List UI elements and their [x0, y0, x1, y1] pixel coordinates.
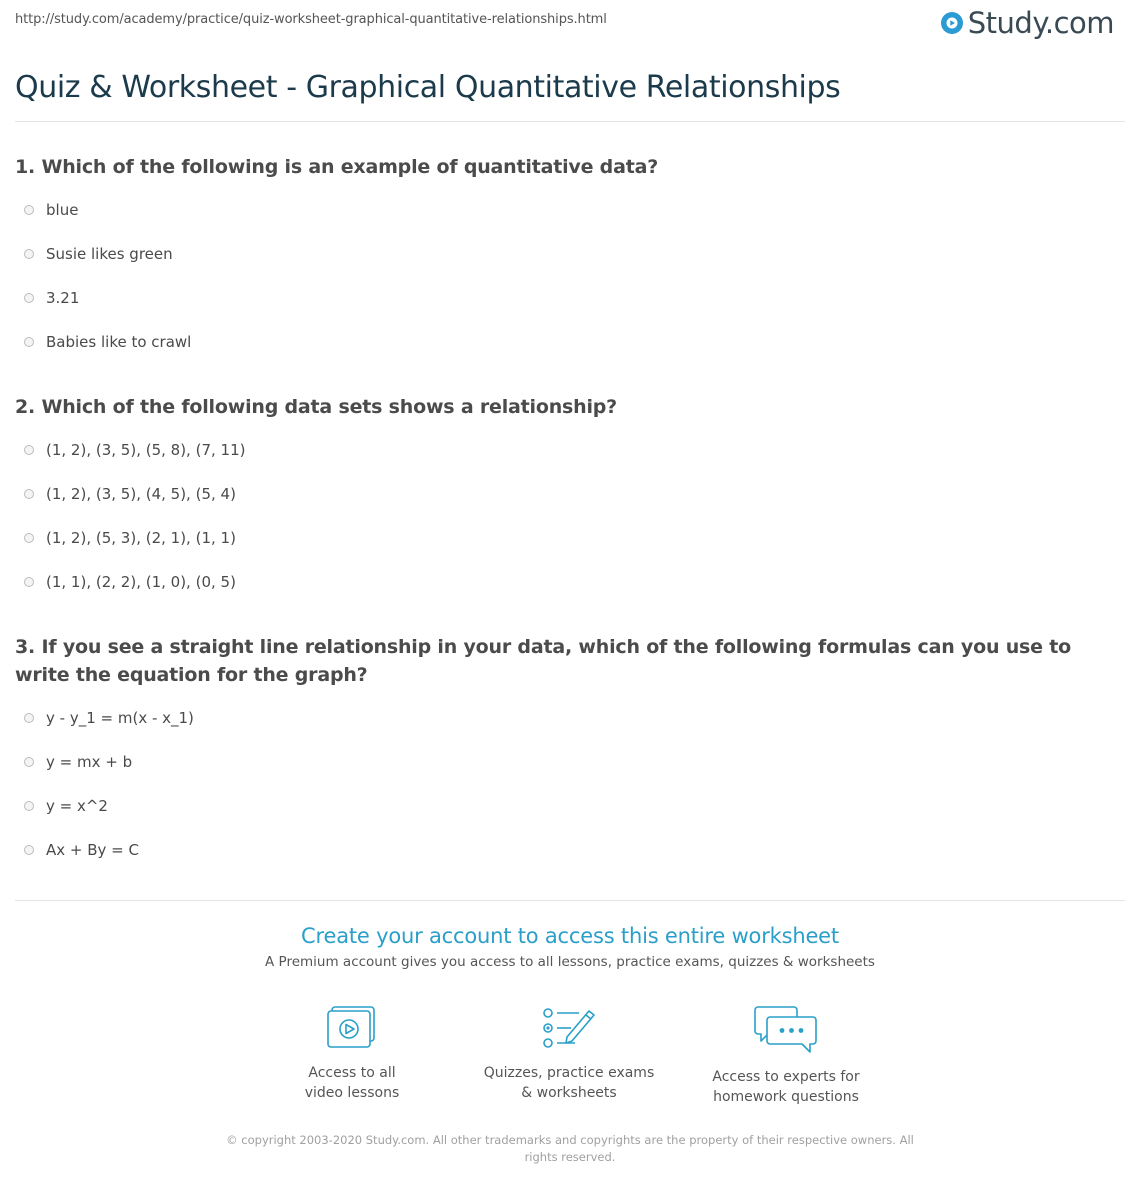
page-title: Quiz & Worksheet - Graphical Quantitative Relationships [15, 70, 841, 105]
radio-icon[interactable] [24, 293, 34, 303]
question-text: Which of the following data sets shows a relationship? [41, 396, 617, 418]
question-text: Which of the following is an example of quantitative data? [41, 156, 659, 178]
q3-option-4[interactable] [24, 839, 139, 861]
q3-option-2[interactable] [24, 751, 132, 773]
option-label: blue [46, 201, 79, 219]
feature-label: Access to experts for homework questions [712, 1069, 860, 1105]
question-1-title [15, 153, 1100, 181]
question-3-title [15, 633, 1100, 689]
option-label: (1, 2), (3, 5), (4, 5), (5, 4) [46, 485, 236, 503]
video-lessons-icon [326, 1005, 378, 1051]
radio-icon[interactable] [24, 577, 34, 587]
option-label: Ax + By = C [46, 841, 139, 859]
radio-icon[interactable] [24, 845, 34, 855]
radio-icon[interactable] [24, 445, 34, 455]
cta-divider [15, 900, 1125, 901]
page-url: http://study.com/academy/practice/quiz-worksheet-graphical-quantitative-relationships.html [15, 12, 607, 27]
feature-label: Access to all video lessons [304, 1065, 400, 1101]
question-number: 3. [15, 636, 36, 658]
quiz-list-icon [541, 1005, 597, 1051]
q2-option-3[interactable] [24, 527, 236, 549]
q1-option-2[interactable] [24, 243, 173, 265]
radio-icon[interactable] [24, 713, 34, 723]
option-label: Babies like to crawl [46, 333, 192, 351]
q2-option-2[interactable] [24, 483, 236, 505]
q1-option-4[interactable] [24, 331, 191, 353]
option-label: (1, 2), (3, 5), (5, 8), (7, 11) [46, 441, 246, 459]
q1-option-3[interactable] [24, 287, 79, 309]
logo-play-icon [940, 11, 964, 35]
chat-experts-icon [754, 1005, 818, 1055]
cta-title[interactable]: Create your account to access this entire worksheet [301, 924, 839, 948]
logo-text: Study.com [967, 6, 1114, 40]
feature-label: Quizzes, practice exams & worksheets [483, 1065, 655, 1101]
question-number: 1. [15, 156, 36, 178]
footer-copyright: © copyright 2003-2020 Study.com. All other trademarks and copyrights are the property of their respective owners. All rights reserved. [226, 1133, 914, 1164]
q1-option-1[interactable] [24, 199, 78, 221]
question-2-title [15, 393, 1100, 421]
q3-option-3[interactable] [24, 795, 108, 817]
option-label: y = x^2 [46, 797, 108, 815]
radio-icon[interactable] [24, 205, 34, 215]
study-logo[interactable] [940, 6, 1114, 40]
radio-icon[interactable] [24, 489, 34, 499]
option-label: y = mx + b [46, 753, 133, 771]
q2-option-1[interactable] [24, 439, 245, 461]
title-divider [15, 121, 1125, 122]
q2-option-4[interactable] [24, 571, 236, 593]
radio-icon[interactable] [24, 249, 34, 259]
radio-icon[interactable] [24, 757, 34, 767]
feature-video-lessons [252, 1005, 452, 1103]
option-label: (1, 2), (5, 3), (2, 1), (1, 1) [46, 529, 236, 547]
q3-option-1[interactable] [24, 707, 194, 729]
option-label: y - y_1 = m(x - x_1) [46, 709, 194, 727]
radio-icon[interactable] [24, 533, 34, 543]
radio-icon[interactable] [24, 337, 34, 347]
option-label: (1, 1), (2, 2), (1, 0), (0, 5) [46, 573, 236, 591]
feature-quizzes [469, 1005, 669, 1103]
option-label: Susie likes green [46, 245, 173, 263]
question-text: If you see a straight line relationship in your data, which of the following formulas can you use to write the equation for the graph? [15, 636, 1071, 686]
feature-experts [686, 1005, 886, 1107]
option-label: 3.21 [46, 289, 80, 307]
cta-subtitle: A Premium account gives you access to all lessons, practice exams, quizzes & worksheets [265, 954, 875, 970]
question-number: 2. [15, 396, 36, 418]
radio-icon[interactable] [24, 801, 34, 811]
